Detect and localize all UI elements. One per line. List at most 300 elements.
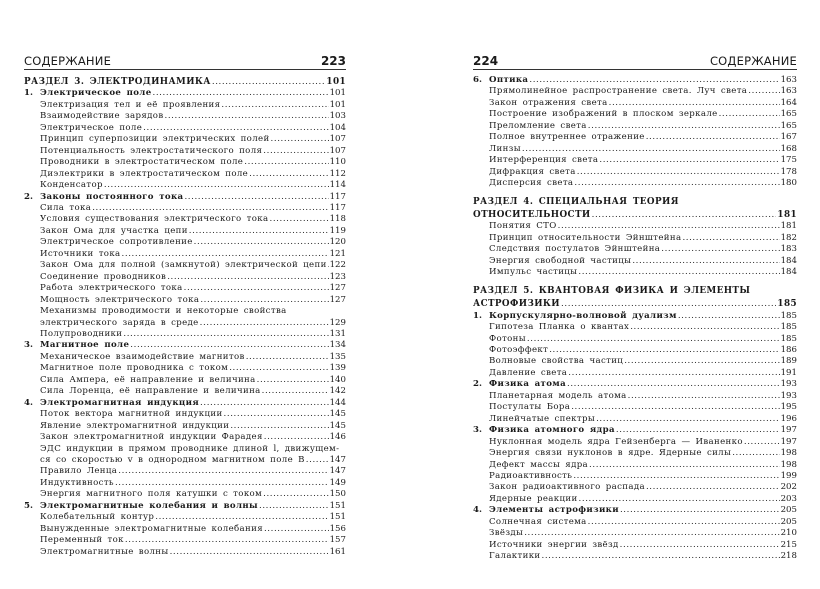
entry-page-number: 184 bbox=[780, 267, 797, 278]
chapter-number: 1. bbox=[473, 310, 482, 321]
entry-title: Физика атомного ядра bbox=[489, 425, 615, 436]
leader-dots bbox=[620, 505, 780, 516]
leader-dots bbox=[542, 551, 780, 562]
toc-section-entry[interactable] bbox=[24, 123, 346, 134]
entry-page-number: 145 bbox=[329, 409, 346, 420]
leader-dots bbox=[246, 352, 329, 363]
entry-title: Электромагнитная индукция bbox=[40, 397, 200, 408]
entry-page-number: 199 bbox=[780, 470, 797, 481]
leader-dots bbox=[522, 144, 780, 155]
entry-title: Магнитное поле проводника с током bbox=[40, 363, 229, 374]
entry-title: Следствия постулатов Эйнштейна bbox=[489, 244, 661, 255]
leader-dots bbox=[628, 391, 780, 402]
entry-page-number: 147 bbox=[329, 454, 346, 465]
entry-title: Переменный ток bbox=[40, 535, 124, 546]
entry-title: Нуклонная модель ядра Гейзенберга — Иваненко bbox=[489, 436, 743, 447]
toc-section-entry[interactable] bbox=[473, 267, 797, 278]
leader-dots bbox=[578, 267, 779, 278]
entry-title: Диэлектрики в электростатическом поле bbox=[40, 168, 249, 179]
entry-page-number: 197 bbox=[780, 436, 797, 447]
entry-page-number: 117 bbox=[329, 202, 346, 213]
entry-title: Поток вектора магнитной индукции bbox=[40, 409, 223, 420]
toc-section-entry[interactable] bbox=[473, 402, 797, 413]
entry-title: Импульс частицы bbox=[489, 267, 578, 278]
entry-page-number: 151 bbox=[329, 512, 346, 523]
leader-dots bbox=[661, 244, 779, 255]
toc-section-entry[interactable] bbox=[473, 155, 797, 166]
entry-title: Элементы астрофизики bbox=[489, 505, 619, 516]
leader-dots bbox=[264, 432, 329, 443]
leader-dots bbox=[200, 318, 329, 329]
toc-section-entry[interactable] bbox=[24, 146, 346, 157]
entry-page-number: 196 bbox=[780, 413, 797, 424]
leader-dots bbox=[249, 169, 328, 180]
leader-dots bbox=[104, 180, 329, 191]
leader-dots bbox=[573, 471, 779, 482]
toc-section-entry[interactable] bbox=[24, 386, 346, 397]
leader-dots bbox=[609, 98, 780, 109]
toc-section-entry[interactable] bbox=[24, 180, 346, 191]
toc-section-entry[interactable] bbox=[473, 109, 797, 120]
leader-dots bbox=[577, 167, 780, 178]
entry-title: электрического заряда в среде bbox=[40, 317, 199, 328]
toc-section-entry[interactable] bbox=[473, 356, 797, 367]
toc-part-entry[interactable] bbox=[473, 286, 797, 297]
entry-title: Закон отражения света bbox=[489, 97, 608, 108]
chapter-number: 5. bbox=[24, 500, 33, 511]
entry-title: Волновые свойства частиц bbox=[489, 356, 624, 367]
entry-page-number: 185 bbox=[780, 322, 797, 333]
entry-title: Закон Ома для участка цепи bbox=[40, 225, 188, 236]
leader-dots bbox=[263, 489, 328, 500]
left-page bbox=[24, 0, 346, 589]
leader-dots bbox=[155, 512, 328, 523]
entry-page-number: 144 bbox=[329, 397, 346, 408]
entry-page-number: 120 bbox=[329, 237, 346, 248]
leader-dots bbox=[122, 249, 329, 260]
entry-title: Электромагнитные колебания и волны bbox=[40, 500, 258, 511]
entry-page-number: 167 bbox=[780, 132, 797, 143]
entry-title: Галактики bbox=[489, 551, 541, 562]
leader-dots bbox=[588, 517, 780, 528]
entry-title: Радиоактивность bbox=[489, 470, 573, 481]
entry-title: Источники энергии звёзд bbox=[489, 539, 619, 550]
entry-page-number: 185 bbox=[780, 333, 797, 344]
toc-section-entry[interactable] bbox=[24, 547, 346, 558]
leader-dots bbox=[571, 402, 779, 413]
entry-title: Фотоны bbox=[489, 333, 526, 344]
toc-section-entry[interactable] bbox=[24, 455, 346, 466]
entry-title: Колебательный контур bbox=[40, 512, 155, 523]
entry-title: Энергия магнитного поля катушки с током bbox=[40, 489, 263, 500]
toc-section-entry[interactable] bbox=[24, 260, 346, 271]
entry-page-number: 110 bbox=[329, 157, 346, 168]
right-page bbox=[473, 0, 797, 589]
entry-title: Гипотеза Планка о квантах bbox=[489, 322, 630, 333]
toc-section-entry[interactable] bbox=[24, 375, 346, 386]
toc-section-entry[interactable] bbox=[24, 466, 346, 477]
entry-page-number: 184 bbox=[780, 255, 797, 266]
toc-section-entry[interactable] bbox=[473, 132, 797, 143]
toc-section-entry[interactable] bbox=[473, 448, 797, 459]
entry-page-number: 101 bbox=[326, 77, 346, 87]
entry-page-number: 164 bbox=[780, 97, 797, 108]
entry-page-number: 178 bbox=[780, 166, 797, 177]
entry-page-number: 198 bbox=[780, 459, 797, 470]
toc-section-entry[interactable] bbox=[24, 432, 346, 443]
toc-section-entry[interactable] bbox=[24, 512, 346, 523]
entry-page-number: 131 bbox=[329, 328, 346, 339]
header-rule bbox=[24, 69, 346, 70]
toc-section-entry[interactable] bbox=[24, 444, 346, 455]
leader-dots bbox=[224, 409, 329, 420]
toc-chapter-entry[interactable] bbox=[473, 425, 797, 436]
entry-page-number: 122 bbox=[329, 260, 346, 271]
leader-dots bbox=[257, 375, 329, 386]
entry-title: Солнечная система bbox=[489, 516, 587, 527]
entry-title: Работа электрического тока bbox=[40, 283, 183, 294]
entry-title: ЭДС индукции в прямом проводнике длиной l, движущем- bbox=[40, 443, 340, 454]
toc-section-entry[interactable] bbox=[24, 306, 346, 317]
entry-page-number: 107 bbox=[329, 134, 346, 145]
toc-section-entry[interactable] bbox=[473, 256, 797, 267]
leader-dots bbox=[143, 123, 328, 134]
entry-page-number: 202 bbox=[780, 482, 797, 493]
toc-section-entry[interactable] bbox=[473, 167, 797, 178]
entry-title: Электромагнитные волны bbox=[40, 546, 169, 557]
entry-page-number: 163 bbox=[780, 75, 797, 85]
leader-dots bbox=[244, 157, 328, 168]
leader-dots bbox=[524, 528, 779, 539]
leader-dots bbox=[118, 466, 328, 477]
toc-section-entry[interactable] bbox=[473, 144, 797, 155]
toc-section-entry[interactable] bbox=[24, 111, 346, 122]
toc-section-entry[interactable] bbox=[473, 460, 797, 471]
leader-dots bbox=[579, 494, 780, 505]
entry-title: Потенциальность электростатического поля bbox=[40, 145, 263, 156]
toc-section-entry[interactable] bbox=[473, 98, 797, 109]
entry-title: Закон радиоактивного распада bbox=[489, 482, 645, 493]
entry-title: Законы постоянного тока bbox=[40, 191, 184, 202]
entry-title: Полное внутреннее отражение bbox=[489, 132, 645, 143]
leader-dots bbox=[549, 345, 779, 356]
entry-page-number: 145 bbox=[329, 420, 346, 431]
leader-dots bbox=[719, 109, 780, 120]
leader-dots bbox=[574, 178, 779, 189]
toc-section-entry[interactable] bbox=[24, 283, 346, 294]
toc-section-entry[interactable] bbox=[473, 221, 797, 232]
entry-page-number: 149 bbox=[329, 477, 346, 488]
leader-dots bbox=[678, 311, 780, 322]
toc-part-entry[interactable] bbox=[473, 210, 797, 221]
toc-section-entry[interactable] bbox=[24, 489, 346, 500]
entry-title: Линзы bbox=[489, 143, 521, 154]
entry-title: ся со скоростью v в однородном магнитном поле B bbox=[40, 454, 305, 465]
entry-title: Сила тока bbox=[40, 202, 92, 213]
toc-chapter-entry[interactable] bbox=[24, 340, 346, 351]
entry-page-number: 185 bbox=[780, 310, 797, 321]
toc-section-entry[interactable] bbox=[473, 391, 797, 402]
leader-dots bbox=[92, 203, 328, 214]
leader-dots bbox=[230, 421, 328, 432]
toc-section-entry[interactable] bbox=[473, 233, 797, 244]
entry-title: АСТРОФИЗИКИ bbox=[473, 299, 561, 310]
table-of-contents bbox=[473, 75, 797, 563]
toc-section-entry[interactable] bbox=[24, 363, 346, 374]
entry-page-number: 146 bbox=[329, 432, 346, 443]
entry-page-number: 186 bbox=[780, 344, 797, 355]
entry-title: Взаимодействие зарядов bbox=[40, 111, 164, 122]
entry-title: Давление света bbox=[489, 367, 568, 378]
entry-title: Понятия СТО bbox=[489, 221, 557, 232]
toc-part-entry[interactable] bbox=[473, 299, 797, 310]
entry-page-number: 193 bbox=[780, 379, 797, 390]
entry-page-number: 151 bbox=[329, 500, 346, 511]
toc-section-entry[interactable] bbox=[24, 134, 346, 145]
entry-title: Принцип относительности Эйнштейна bbox=[489, 232, 682, 243]
toc-section-entry[interactable] bbox=[473, 482, 797, 493]
entry-page-number: 189 bbox=[780, 356, 797, 367]
toc-chapter-entry[interactable] bbox=[473, 379, 797, 390]
toc-section-entry[interactable] bbox=[24, 100, 346, 111]
toc-section-entry[interactable] bbox=[24, 226, 346, 237]
entry-title: Ядерные реакции bbox=[489, 493, 578, 504]
entry-title: Дифракция света bbox=[489, 166, 576, 177]
entry-title: Оптика bbox=[489, 75, 529, 85]
entry-page-number: 101 bbox=[329, 88, 346, 99]
leader-dots bbox=[646, 132, 780, 143]
toc-section-entry[interactable] bbox=[473, 345, 797, 356]
entry-page-number: 127 bbox=[329, 294, 346, 305]
entry-title: РАЗДЕЛ 3. ЭЛЕКТРОДИНАМИКА bbox=[24, 77, 211, 87]
entry-page-number: 203 bbox=[780, 493, 797, 504]
entry-title: Планетарная модель атома bbox=[489, 390, 627, 401]
leader-dots bbox=[561, 299, 776, 310]
toc-section-entry[interactable] bbox=[24, 535, 346, 546]
entry-title: Условия существования электрического тока bbox=[40, 214, 269, 225]
entry-page-number: 181 bbox=[777, 209, 797, 220]
toc-section-entry[interactable] bbox=[473, 244, 797, 255]
entry-page-number: 193 bbox=[780, 390, 797, 401]
entry-title: Электрическое сопротивление bbox=[40, 237, 193, 248]
leader-dots bbox=[527, 334, 780, 345]
toc-section-entry[interactable] bbox=[473, 540, 797, 551]
toc-section-entry[interactable] bbox=[473, 471, 797, 482]
toc-chapter-entry[interactable] bbox=[473, 311, 797, 322]
entry-page-number: 117 bbox=[329, 191, 346, 202]
chapter-number: 4. bbox=[24, 397, 33, 408]
toc-chapter-entry[interactable] bbox=[24, 398, 346, 409]
entry-page-number: 157 bbox=[329, 535, 346, 546]
leader-dots bbox=[588, 121, 780, 132]
toc-section-entry[interactable] bbox=[473, 121, 797, 132]
entry-title: Закон Ома для полной (замкнутой) электрической цепи bbox=[40, 260, 327, 271]
entry-page-number: 140 bbox=[329, 374, 346, 385]
running-header bbox=[24, 50, 346, 68]
toc-section-entry[interactable] bbox=[473, 334, 797, 345]
leader-dots bbox=[165, 111, 329, 122]
entry-title: Прямолинейное распространение света. Луч света bbox=[489, 86, 748, 97]
toc-chapter-entry[interactable] bbox=[24, 192, 346, 203]
entry-title: Проводники в электростатическом поле bbox=[40, 157, 244, 168]
leader-dots bbox=[212, 77, 326, 88]
toc-section-entry[interactable] bbox=[473, 494, 797, 505]
entry-page-number: 127 bbox=[329, 283, 346, 294]
entry-page-number: 121 bbox=[329, 248, 346, 259]
toc-section-entry[interactable] bbox=[24, 203, 346, 214]
entry-title: Источники тока bbox=[40, 248, 121, 259]
leader-dots bbox=[189, 226, 329, 237]
entry-title: Соединение проводников bbox=[40, 271, 167, 282]
leader-dots bbox=[184, 192, 328, 203]
entry-page-number: 104 bbox=[329, 122, 346, 133]
entry-page-number: 139 bbox=[329, 363, 346, 374]
entry-title: Правило Ленца bbox=[40, 466, 118, 477]
leader-dots bbox=[646, 482, 780, 493]
leader-dots bbox=[632, 256, 779, 267]
chapter-number: 3. bbox=[473, 425, 482, 436]
leader-dots bbox=[630, 322, 779, 333]
entry-page-number: 147 bbox=[329, 466, 346, 477]
running-header bbox=[473, 50, 797, 68]
leader-dots bbox=[270, 214, 329, 225]
toc-section-entry[interactable] bbox=[24, 272, 346, 283]
toc-section-entry[interactable] bbox=[473, 86, 797, 97]
leader-dots bbox=[229, 363, 328, 374]
leader-dots bbox=[620, 540, 780, 551]
toc-chapter-entry[interactable] bbox=[473, 505, 797, 516]
entry-title: Дефект массы ядра bbox=[489, 459, 589, 470]
entry-title: Энергия связи нуклонов в ядре. Ядерные силы bbox=[489, 448, 732, 459]
entry-page-number: 205 bbox=[780, 505, 797, 516]
leader-dots bbox=[153, 88, 329, 99]
toc-section-entry[interactable] bbox=[24, 421, 346, 432]
leader-dots bbox=[306, 455, 329, 466]
toc-section-entry[interactable] bbox=[24, 295, 346, 306]
toc-section-entry[interactable] bbox=[24, 157, 346, 168]
toc-section-entry[interactable] bbox=[24, 237, 346, 248]
entry-page-number: 103 bbox=[329, 111, 346, 122]
entry-page-number: 134 bbox=[329, 340, 346, 351]
entry-page-number: 218 bbox=[780, 551, 797, 562]
chapter-number: 1. bbox=[24, 88, 33, 99]
toc-chapter-entry[interactable] bbox=[24, 88, 346, 99]
entry-title: Электризация тел и её проявления bbox=[40, 99, 221, 110]
leader-dots bbox=[194, 237, 329, 248]
entry-page-number: 168 bbox=[780, 143, 797, 154]
leader-dots bbox=[744, 437, 780, 448]
entry-page-number: 107 bbox=[329, 145, 346, 156]
entry-title: Принцип суперпозиции электрических полей bbox=[40, 134, 270, 145]
entry-page-number: 215 bbox=[780, 539, 797, 550]
entry-page-number: 112 bbox=[329, 168, 346, 179]
leader-dots bbox=[616, 425, 780, 436]
leader-dots bbox=[529, 75, 779, 86]
toc-section-entry[interactable] bbox=[24, 478, 346, 489]
entry-title: Постулаты Бора bbox=[489, 402, 571, 413]
entry-page-number: 198 bbox=[780, 448, 797, 459]
leader-dots bbox=[200, 398, 329, 409]
entry-page-number: 180 bbox=[780, 178, 797, 189]
leader-dots bbox=[592, 210, 777, 221]
entry-page-number: 165 bbox=[780, 120, 797, 131]
toc-chapter-entry[interactable] bbox=[473, 75, 797, 86]
leader-dots bbox=[732, 448, 779, 459]
entry-page-number: 185 bbox=[777, 299, 797, 310]
leader-dots bbox=[130, 340, 328, 351]
toc-section-entry[interactable] bbox=[24, 409, 346, 420]
leader-dots bbox=[596, 414, 780, 425]
leader-dots bbox=[115, 478, 329, 489]
entry-page-number: 150 bbox=[329, 489, 346, 500]
leader-dots bbox=[599, 155, 779, 166]
toc-section-entry[interactable] bbox=[24, 524, 346, 535]
leader-dots bbox=[589, 460, 780, 471]
entry-title: Дисперсия света bbox=[489, 178, 574, 189]
chapter-number: 2. bbox=[24, 191, 33, 202]
entry-title: Построение изображений в плоском зеркале bbox=[489, 109, 718, 120]
entry-title: Механическое взаимодействие магнитов bbox=[40, 351, 245, 362]
leader-dots bbox=[170, 547, 329, 558]
toc-section-entry[interactable] bbox=[473, 528, 797, 539]
entry-page-number: 135 bbox=[329, 351, 346, 362]
leader-dots bbox=[184, 283, 329, 294]
toc-part-entry[interactable] bbox=[473, 197, 797, 208]
toc-section-entry[interactable] bbox=[24, 214, 346, 225]
toc-section-entry[interactable] bbox=[24, 318, 346, 329]
entry-title: Электрическое поле bbox=[40, 122, 143, 133]
toc-section-entry[interactable] bbox=[24, 329, 346, 340]
entry-title: Фотоэффект bbox=[489, 344, 549, 355]
entry-title: РАЗДЕЛ 4. СПЕЦИАЛЬНАЯ ТЕОРИЯ bbox=[473, 196, 679, 207]
entry-page-number: 195 bbox=[780, 402, 797, 413]
toc-part-entry[interactable] bbox=[24, 77, 346, 88]
entry-title: Закон электромагнитной индукции Фарадея bbox=[40, 432, 263, 443]
entry-title: Линейчатые спектры bbox=[489, 413, 596, 424]
entry-page-number: 165 bbox=[780, 109, 797, 120]
chapter-number: 4. bbox=[473, 505, 482, 516]
toc-section-entry[interactable] bbox=[473, 322, 797, 333]
entry-page-number: 197 bbox=[780, 425, 797, 436]
running-title: СОДЕРЖАНИЕ bbox=[709, 54, 797, 68]
chapter-number: 6. bbox=[473, 75, 482, 85]
leader-dots bbox=[262, 386, 329, 397]
entry-title: РАЗДЕЛ 5. КВАНТОВАЯ ФИЗИКА И ЭЛЕМЕНТЫ bbox=[473, 285, 751, 296]
entry-title: Звёзды bbox=[489, 528, 524, 539]
entry-title: Сила Лоренца, её направление и величина bbox=[40, 386, 261, 397]
toc-section-entry[interactable] bbox=[473, 178, 797, 189]
entry-title: Энергия свободной частицы bbox=[489, 255, 632, 266]
table-of-contents bbox=[24, 75, 346, 558]
entry-page-number: 118 bbox=[329, 214, 346, 225]
leader-dots bbox=[558, 221, 780, 232]
toc-section-entry[interactable] bbox=[24, 352, 346, 363]
toc-section-entry[interactable] bbox=[473, 368, 797, 379]
entry-title: Полупроводники bbox=[40, 328, 123, 339]
toc-chapter-entry[interactable] bbox=[24, 501, 346, 512]
toc-section-entry[interactable] bbox=[473, 517, 797, 528]
leader-dots bbox=[328, 260, 329, 271]
entry-title: Механизмы проводимости и некоторые свойства bbox=[40, 306, 287, 317]
toc-section-entry[interactable] bbox=[24, 169, 346, 180]
toc-section-entry[interactable] bbox=[473, 551, 797, 562]
entry-page-number: 163 bbox=[780, 86, 797, 97]
toc-section-entry[interactable] bbox=[24, 249, 346, 260]
leader-dots bbox=[748, 86, 779, 97]
entry-title: Явление электромагнитной индукции bbox=[40, 420, 230, 431]
toc-section-entry[interactable] bbox=[473, 414, 797, 425]
toc-section-entry[interactable] bbox=[473, 437, 797, 448]
